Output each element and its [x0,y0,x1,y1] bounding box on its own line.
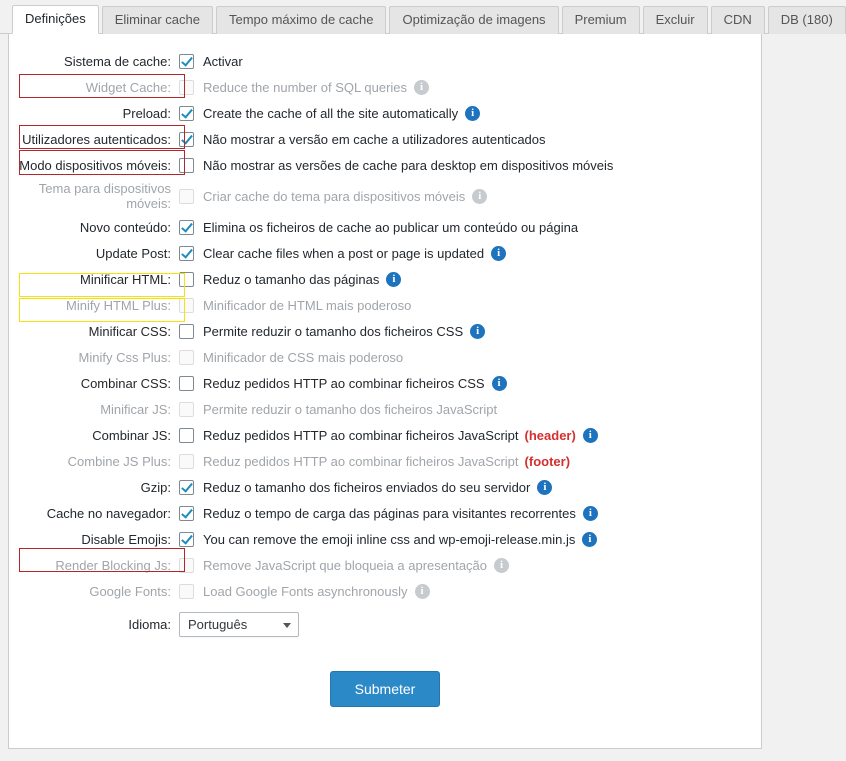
checkbox[interactable] [179,220,194,235]
row-description: Reduz o tempo de carga das páginas para visitantes recorrentes [203,506,576,522]
checkbox[interactable] [179,158,194,173]
row-label: Gzip: [140,479,171,495]
row-label: Cache no navegador: [46,505,171,521]
checkbox[interactable] [179,54,194,69]
tab-label: Definições [25,11,86,26]
row-label: Modo dispositivos móveis: [19,157,171,173]
row-label: Minify HTML Plus: [66,297,171,313]
table-row [9,74,761,100]
table-row [9,500,761,526]
tab-cdn[interactable] [711,6,765,34]
table-row [9,292,761,318]
tab-label: CDN [723,12,752,27]
row-description: Não mostrar a versão em cache a utilizadores autenticados [203,132,546,148]
row-label: Utilizadores autenticados: [22,131,171,147]
row-description: Reduz o tamanho das páginas [203,272,380,288]
table-row [9,266,761,292]
row-description: Activar [203,54,243,70]
row-description: You can remove the emoji inline css and wp-emoji-release.min.js [203,532,576,548]
language-select-value: Português [188,617,248,632]
table-row [9,214,761,240]
info-icon[interactable]: i [415,584,430,599]
row-label: Combinar CSS: [80,375,171,391]
info-icon[interactable]: i [582,532,597,547]
row-description: Reduz pedidos HTTP ao combinar ficheiros JavaScript [203,454,519,470]
tab-label: Excluir [655,12,695,27]
checkbox [179,558,194,573]
row-label: Combine JS Plus: [67,453,171,469]
info-icon[interactable]: i [470,324,485,339]
row-note: (header) [524,428,576,444]
checkbox[interactable] [179,532,194,547]
info-icon[interactable]: i [494,558,509,573]
tab-excluir[interactable] [643,6,708,34]
checkbox[interactable] [179,324,194,339]
checkbox[interactable] [179,376,194,391]
row-description: Load Google Fonts asynchronously [203,584,408,600]
row-description: Permite reduzir o tamanho dos ficheiros CSS [203,324,464,340]
tab-label: DB (180) [780,12,833,27]
row-label: Novo conteúdo: [79,219,171,235]
checkbox [179,454,194,469]
table-row [9,318,761,344]
checkbox[interactable] [179,480,194,495]
language-select[interactable] [179,612,299,637]
row-description: Remove JavaScript que bloqueia a apresentação [203,558,488,574]
settings-table [9,48,761,645]
info-icon[interactable]: i [583,428,598,443]
table-row [9,396,761,422]
row-description: Minificador de HTML mais poderoso [203,298,412,314]
tab-bar [0,0,833,34]
row-description: Reduce the number of SQL queries [203,80,408,96]
info-icon[interactable]: i [465,106,480,121]
row-label: Tema para dispositivos móveis: [38,181,171,211]
table-row [9,48,761,74]
row-description: Reduz pedidos HTTP ao combinar ficheiros JavaScript [203,428,519,444]
row-label: Google Fonts: [89,583,171,599]
checkbox[interactable] [179,106,194,121]
info-icon[interactable]: i [583,506,598,521]
tab-premium[interactable] [562,6,640,34]
info-icon[interactable]: i [492,376,507,391]
row-description: Elimina os ficheiros de cache ao publicar um conteúdo ou página [203,220,579,236]
settings-panel [8,34,762,749]
row-description: Create the cache of all the site automatically [203,106,459,122]
tab-label: Premium [574,12,627,27]
tab-label: Optimização de imagens [402,12,546,27]
row-description: Reduz pedidos HTTP ao combinar ficheiros CSS [203,376,485,392]
row-description: Minificador de CSS mais poderoso [203,350,404,366]
checkbox[interactable] [179,246,194,261]
table-row [9,578,761,604]
row-label: Update Post: [95,245,171,261]
table-row [9,100,761,126]
row-label: Sistema de cache: [64,53,171,69]
table-row [9,552,761,578]
tab-label: Tempo máximo de cache [228,12,374,27]
row-label: Combinar JS: [92,427,171,443]
row-label: Widget Cache: [85,79,171,95]
checkbox [179,298,194,313]
table-row [9,474,761,500]
row-label: Render Blocking Js: [55,557,171,573]
tab-eliminar-cache[interactable] [102,6,213,34]
table-row [9,448,761,474]
row-description: Clear cache files when a post or page is updated [203,246,485,262]
submit-row [9,671,761,707]
table-row [9,526,761,552]
row-description: Reduz o tamanho dos ficheiros enviados do seu servidor [203,480,531,496]
table-row-idioma [9,604,761,645]
checkbox [179,350,194,365]
tab-definicoes[interactable] [12,5,99,34]
info-icon[interactable]: i [386,272,401,287]
row-label: Minificar JS: [100,401,171,417]
row-note: (footer) [524,454,571,470]
table-row [9,152,761,178]
table-row [9,422,761,448]
table-row [9,240,761,266]
chevron-down-icon [283,623,291,628]
row-label: Preload: [122,105,171,121]
checkbox[interactable] [179,428,194,443]
table-row [9,126,761,152]
checkbox[interactable] [179,132,194,147]
checkbox[interactable] [179,272,194,287]
tab-tempo-maximo-de-cache[interactable] [216,6,387,34]
checkbox [179,584,194,599]
info-icon[interactable]: i [537,480,552,495]
tab-label: Eliminar cache [114,12,200,27]
row-label: Minificar CSS: [88,323,171,339]
table-row [9,344,761,370]
row-description: Permite reduzir o tamanho dos ficheiros JavaScript [203,402,498,418]
row-description: Criar cache do tema para dispositivos móveis [203,189,466,205]
checkbox [179,80,194,95]
submit-button[interactable]: Submeter [330,671,441,707]
info-icon[interactable]: i [472,189,487,204]
row-label: Minificar HTML: [79,271,171,287]
table-row [9,370,761,396]
checkbox [179,402,194,417]
row-label: Minify Css Plus: [78,349,171,365]
tab-optimizacao-de-imagens[interactable] [389,6,558,34]
checkbox [179,189,194,204]
info-icon[interactable]: i [491,246,506,261]
table-row [9,178,761,214]
tab-db[interactable] [768,6,846,34]
row-description: Não mostrar as versões de cache para desktop em dispositivos móveis [203,158,614,174]
row-label: Disable Emojis: [81,531,171,547]
row-label-idioma: Idioma: [128,617,171,632]
info-icon[interactable]: i [414,80,429,95]
checkbox[interactable] [179,506,194,521]
